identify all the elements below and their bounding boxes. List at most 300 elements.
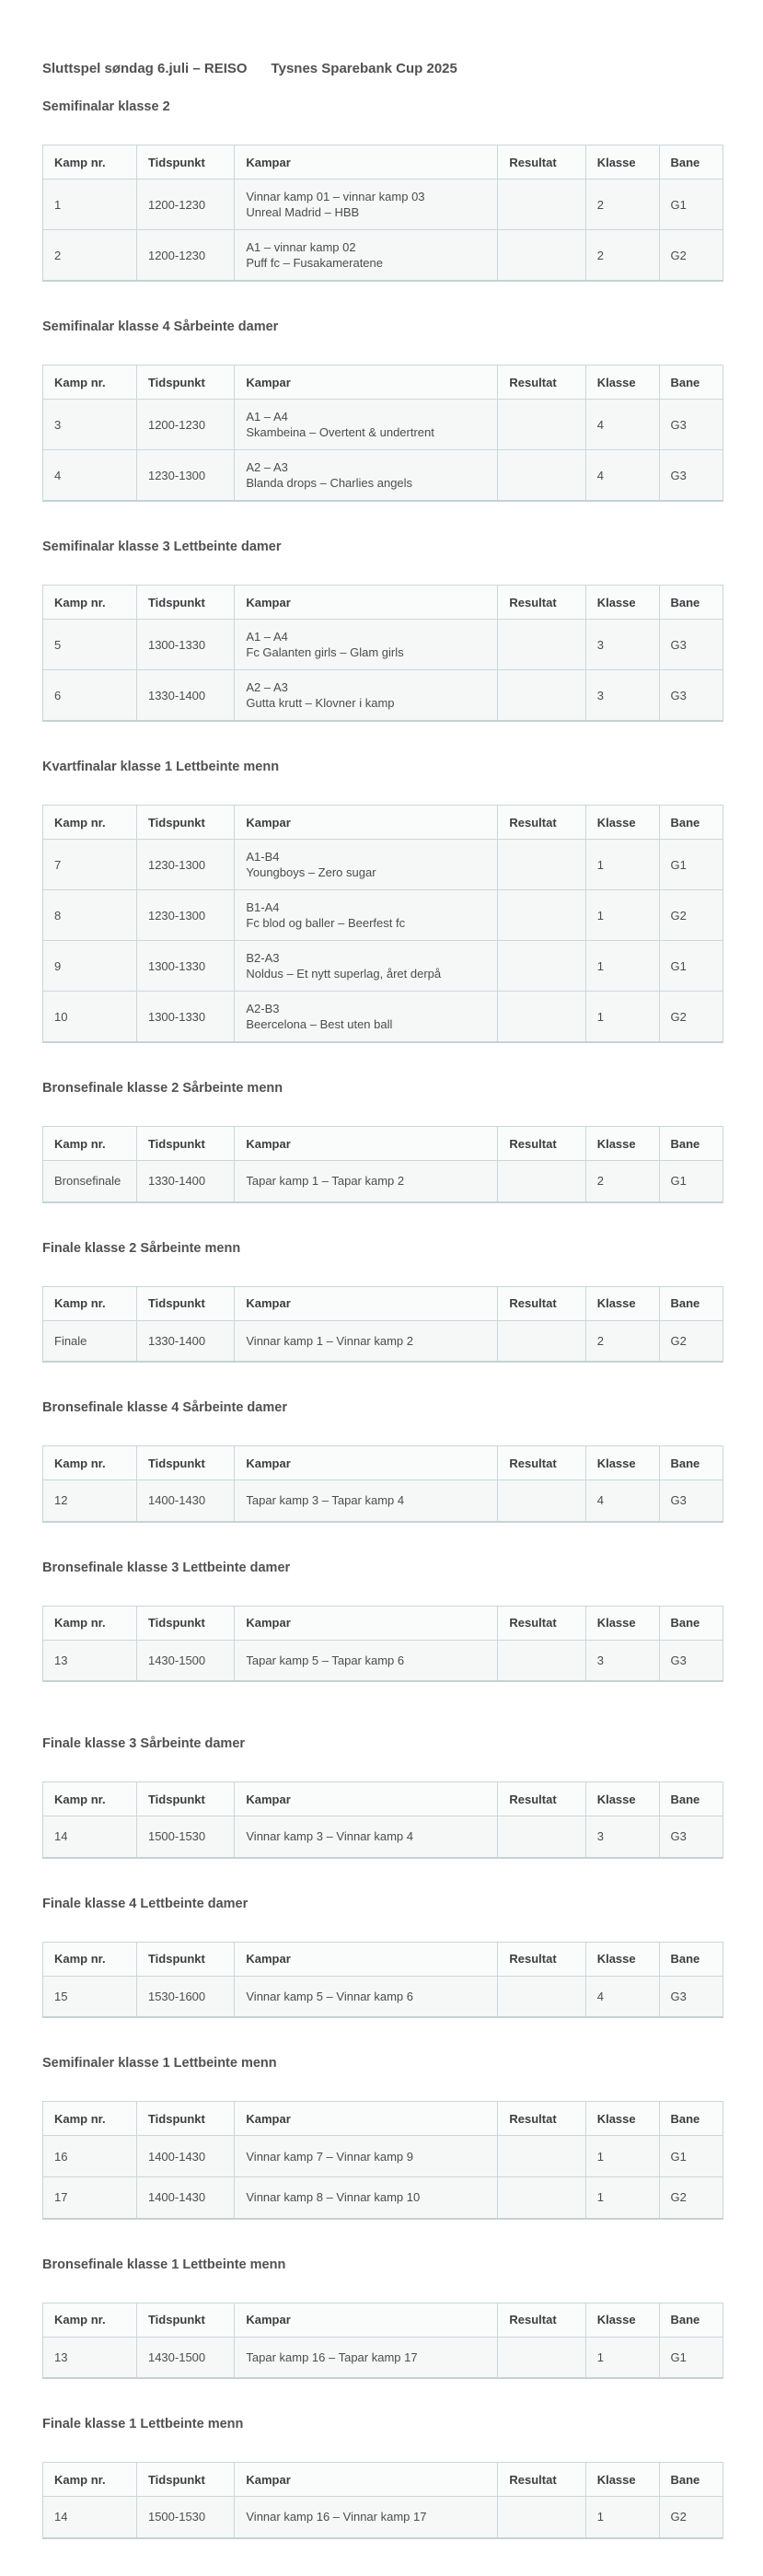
table-header-row xyxy=(43,1127,723,1161)
column-header-kampar: Kampar xyxy=(235,806,498,840)
match-teams-line: Tapar kamp 3 – Tapar kamp 4 xyxy=(246,1493,405,1508)
column-header-klasse: Klasse xyxy=(585,366,659,400)
cell-kamp-nr: 5 xyxy=(43,620,137,670)
column-header-bane: Bane xyxy=(659,586,723,620)
match-teams-line: A2 – A3 xyxy=(246,460,288,474)
cell-klasse: 4 xyxy=(585,450,659,502)
column-header-tidspunkt: Tidspunkt xyxy=(136,806,234,840)
cell-klasse: 4 xyxy=(585,400,659,450)
section-heading: Finale klasse 4 Lettbeinte damer xyxy=(42,1896,249,1911)
section-heading: Semifinalar klasse 4 Sårbeinte damer xyxy=(42,319,279,334)
match-table xyxy=(42,1126,723,1203)
cell-tidspunkt: 1300-1330 xyxy=(136,992,234,1043)
cell-kamp-nr: 12 xyxy=(43,1480,137,1522)
cell-bane: G2 xyxy=(659,2177,723,2219)
match-section xyxy=(42,2257,723,2380)
match-section xyxy=(42,1560,723,1683)
column-header-klasse: Klasse xyxy=(585,2463,659,2497)
cell-kampar xyxy=(235,1320,498,1362)
column-header-tidspunkt: Tidspunkt xyxy=(136,1446,234,1480)
match-table xyxy=(42,1942,723,2019)
section-heading: Finale klasse 1 Lettbeinte menn xyxy=(42,2417,244,2431)
column-header-kamp-nr: Kamp nr. xyxy=(43,2463,137,2497)
match-row xyxy=(43,941,723,992)
cell-klasse: 1 xyxy=(585,2337,659,2378)
match-section xyxy=(42,1240,723,1363)
cell-bane: G1 xyxy=(659,2337,723,2378)
match-table xyxy=(42,1445,723,1523)
cell-klasse: 3 xyxy=(585,670,659,722)
cell-klasse: 3 xyxy=(585,1640,659,1681)
table-body xyxy=(43,620,723,722)
cell-kampar xyxy=(235,890,498,941)
column-header-bane: Bane xyxy=(659,145,723,180)
match-teams-line: Vinnar kamp 01 – vinnar kamp 03 xyxy=(246,190,425,203)
cell-resultat xyxy=(498,450,585,502)
cell-kamp-nr: 13 xyxy=(43,2337,137,2378)
cell-kamp-nr: 10 xyxy=(43,992,137,1043)
match-section xyxy=(42,1080,723,1203)
table-body xyxy=(43,2337,723,2378)
section-heading: Bronsefinale klasse 4 Sårbeinte damer xyxy=(42,1400,287,1415)
column-header-resultat: Resultat xyxy=(498,806,585,840)
table-body xyxy=(43,1320,723,1362)
cell-tidspunkt: 1500-1530 xyxy=(136,1816,234,1858)
match-row xyxy=(43,1640,723,1681)
cell-resultat xyxy=(498,180,585,230)
cell-tidspunkt: 1330-1400 xyxy=(136,1320,234,1362)
page-title xyxy=(42,61,723,76)
cell-tidspunkt: 1400-1430 xyxy=(136,2177,234,2219)
column-header-resultat: Resultat xyxy=(498,2102,585,2136)
cell-klasse: 1 xyxy=(585,2497,659,2538)
column-header-resultat: Resultat xyxy=(498,1606,585,1640)
cell-tidspunkt: 1200-1230 xyxy=(136,230,234,282)
column-header-resultat: Resultat xyxy=(498,1446,585,1480)
section-heading: Bronsefinale klasse 2 Sårbeinte menn xyxy=(42,1081,283,1096)
column-header-tidspunkt: Tidspunkt xyxy=(136,1942,234,1976)
column-header-resultat: Resultat xyxy=(498,1127,585,1161)
cell-klasse: 4 xyxy=(585,1976,659,2017)
match-teams-line: Puff fc – Fusakameratene xyxy=(246,256,383,270)
cell-kampar xyxy=(235,2497,498,2538)
section-heading: Finale klasse 3 Sårbeinte damer xyxy=(42,1736,246,1751)
column-header-klasse: Klasse xyxy=(585,586,659,620)
cell-bane: G3 xyxy=(659,450,723,502)
table-header-row xyxy=(43,366,723,400)
column-header-tidspunkt: Tidspunkt xyxy=(136,2102,234,2136)
match-teams-line: Blanda drops – Charlies angels xyxy=(246,476,413,490)
cell-tidspunkt: 1230-1300 xyxy=(136,890,234,941)
cell-kampar xyxy=(235,230,498,282)
column-header-kamp-nr: Kamp nr. xyxy=(43,1127,137,1161)
column-header-kamp-nr: Kamp nr. xyxy=(43,1286,137,1320)
match-section xyxy=(42,759,723,1043)
cell-kampar xyxy=(235,1816,498,1858)
column-header-tidspunkt: Tidspunkt xyxy=(136,2303,234,2337)
cell-bane: G3 xyxy=(659,1480,723,1522)
cell-bane: G1 xyxy=(659,1161,723,1202)
cell-tidspunkt: 1230-1300 xyxy=(136,450,234,502)
column-header-resultat: Resultat xyxy=(498,586,585,620)
cell-bane: G2 xyxy=(659,2497,723,2538)
column-header-bane: Bane xyxy=(659,2303,723,2337)
cell-bane: G1 xyxy=(659,840,723,890)
cell-tidspunkt: 1500-1530 xyxy=(136,2497,234,2538)
cell-bane: G3 xyxy=(659,670,723,722)
cell-tidspunkt: 1530-1600 xyxy=(136,1976,234,2017)
cell-tidspunkt: 1330-1400 xyxy=(136,670,234,722)
column-header-tidspunkt: Tidspunkt xyxy=(136,1286,234,1320)
match-teams-line: Beercelona – Best uten ball xyxy=(246,1017,393,1031)
match-teams-line: A1 – A4 xyxy=(246,410,288,424)
match-row xyxy=(43,2497,723,2538)
column-header-kampar: Kampar xyxy=(235,2102,498,2136)
cell-bane: G1 xyxy=(659,180,723,230)
section-heading: Semifinaler klasse 1 Lettbeinte menn xyxy=(42,2056,277,2071)
match-teams-line: Youngboys – Zero sugar xyxy=(246,865,376,879)
cell-tidspunkt: 1230-1300 xyxy=(136,840,234,890)
match-row xyxy=(43,1320,723,1362)
column-header-bane: Bane xyxy=(659,1782,723,1816)
cell-klasse: 1 xyxy=(585,992,659,1043)
section-heading: Finale klasse 2 Sårbeinte menn xyxy=(42,1240,241,1256)
cell-kampar xyxy=(235,450,498,502)
cell-kamp-nr: 6 xyxy=(43,670,137,722)
cell-kamp-nr: 14 xyxy=(43,2497,137,2538)
column-header-bane: Bane xyxy=(659,1446,723,1480)
cell-resultat xyxy=(498,2337,585,2378)
column-header-bane: Bane xyxy=(659,1942,723,1976)
cell-resultat xyxy=(498,2177,585,2219)
cell-kamp-nr: 9 xyxy=(43,941,137,992)
match-row xyxy=(43,1161,723,1202)
table-header-row xyxy=(43,1606,723,1640)
column-header-resultat: Resultat xyxy=(498,2463,585,2497)
table-body xyxy=(43,2497,723,2538)
section-heading: Bronsefinale klasse 3 Lettbeinte damer xyxy=(42,1560,291,1575)
cell-klasse: 1 xyxy=(585,2177,659,2219)
column-header-tidspunkt: Tidspunkt xyxy=(136,2463,234,2497)
match-teams-line: Noldus – Et nytt superlag, året derpå xyxy=(246,967,442,981)
match-section xyxy=(42,1399,723,1523)
match-row xyxy=(43,2136,723,2177)
match-section xyxy=(42,539,723,722)
cell-bane: G1 xyxy=(659,2136,723,2177)
column-header-kamp-nr: Kamp nr. xyxy=(43,1606,137,1640)
section-heading: Semifinalar klasse 3 Lettbeinte damer xyxy=(42,540,282,554)
match-row xyxy=(43,2337,723,2378)
match-row xyxy=(43,180,723,230)
section-heading: Bronsefinale klasse 1 Lettbeinte menn xyxy=(42,2257,286,2272)
column-header-kampar: Kampar xyxy=(235,586,498,620)
cell-kamp-nr: 17 xyxy=(43,2177,137,2219)
cell-resultat xyxy=(498,1640,585,1681)
match-row xyxy=(43,620,723,670)
cell-kampar xyxy=(235,620,498,670)
match-row xyxy=(43,1976,723,2017)
cell-resultat xyxy=(498,670,585,722)
cell-resultat xyxy=(498,1320,585,1362)
match-row xyxy=(43,670,723,722)
cell-kampar xyxy=(235,2177,498,2219)
cell-tidspunkt: 1400-1430 xyxy=(136,2136,234,2177)
cell-klasse: 3 xyxy=(585,620,659,670)
match-table xyxy=(42,365,723,502)
cell-bane: G1 xyxy=(659,941,723,992)
table-header-row xyxy=(43,2463,723,2497)
match-row xyxy=(43,890,723,941)
column-header-kampar: Kampar xyxy=(235,1606,498,1640)
cell-kampar xyxy=(235,180,498,230)
column-header-resultat: Resultat xyxy=(498,1942,585,1976)
cell-resultat xyxy=(498,1976,585,2017)
cell-klasse: 2 xyxy=(585,1320,659,1362)
column-header-kampar: Kampar xyxy=(235,366,498,400)
cell-resultat xyxy=(498,1161,585,1202)
cell-resultat xyxy=(498,620,585,670)
column-header-kampar: Kampar xyxy=(235,1286,498,1320)
column-header-resultat: Resultat xyxy=(498,366,585,400)
match-section xyxy=(42,2055,723,2220)
column-header-bane: Bane xyxy=(659,366,723,400)
cell-resultat xyxy=(498,2497,585,2538)
cell-klasse: 3 xyxy=(585,1816,659,1858)
table-body xyxy=(43,1640,723,1681)
column-header-kamp-nr: Kamp nr. xyxy=(43,1782,137,1816)
match-row xyxy=(43,840,723,890)
cell-tidspunkt: 1300-1330 xyxy=(136,620,234,670)
cell-klasse: 1 xyxy=(585,2136,659,2177)
match-section xyxy=(42,2416,723,2539)
match-teams-line: Tapar kamp 16 – Tapar kamp 17 xyxy=(246,2350,418,2364)
cell-tidspunkt: 1300-1330 xyxy=(136,941,234,992)
column-header-tidspunkt: Tidspunkt xyxy=(136,1127,234,1161)
table-header-row xyxy=(43,1286,723,1320)
match-table xyxy=(42,1606,723,1683)
match-teams-line: A1 – vinnar kamp 02 xyxy=(246,240,356,254)
table-body xyxy=(43,400,723,502)
cell-kamp-nr: 2 xyxy=(43,230,137,282)
match-section xyxy=(42,319,723,502)
match-teams-line: Fc blod og baller – Beerfest fc xyxy=(246,916,406,930)
cell-bane: G2 xyxy=(659,230,723,282)
column-header-bane: Bane xyxy=(659,806,723,840)
column-header-bane: Bane xyxy=(659,1127,723,1161)
cell-resultat xyxy=(498,400,585,450)
column-header-klasse: Klasse xyxy=(585,2303,659,2337)
cell-tidspunkt: 1400-1430 xyxy=(136,1480,234,1522)
column-header-bane: Bane xyxy=(659,2102,723,2136)
cell-klasse: 2 xyxy=(585,230,659,282)
sections-container xyxy=(42,99,723,2539)
table-body xyxy=(43,1816,723,1858)
table-body xyxy=(43,840,723,1043)
cell-resultat xyxy=(498,992,585,1043)
match-table xyxy=(42,2101,723,2220)
match-teams-line: Skambeina – Overtent & undertrent xyxy=(246,425,434,439)
table-body xyxy=(43,2136,723,2219)
cell-kampar xyxy=(235,2136,498,2177)
column-header-kampar: Kampar xyxy=(235,1127,498,1161)
cell-kampar xyxy=(235,840,498,890)
column-header-tidspunkt: Tidspunkt xyxy=(136,1782,234,1816)
cell-kampar xyxy=(235,1640,498,1681)
column-header-kamp-nr: Kamp nr. xyxy=(43,1942,137,1976)
cell-bane: G3 xyxy=(659,400,723,450)
match-table xyxy=(42,2462,723,2539)
match-teams-line: A2 – A3 xyxy=(246,680,288,694)
column-header-kamp-nr: Kamp nr. xyxy=(43,806,137,840)
match-section xyxy=(42,1896,723,2019)
table-body xyxy=(43,1161,723,1202)
table-header-row xyxy=(43,1446,723,1480)
cell-kamp-nr: 7 xyxy=(43,840,137,890)
column-header-klasse: Klasse xyxy=(585,2102,659,2136)
column-header-bane: Bane xyxy=(659,1286,723,1320)
match-row xyxy=(43,992,723,1043)
cell-kamp-nr: Bronsefinale xyxy=(43,1161,137,1202)
cell-resultat xyxy=(498,890,585,941)
match-section xyxy=(42,1735,723,1859)
cell-bane: G3 xyxy=(659,1976,723,2017)
cell-tidspunkt: 1330-1400 xyxy=(136,1161,234,1202)
page-title-cup: Tysnes Sparebank Cup 2025 xyxy=(271,61,457,76)
column-header-kampar: Kampar xyxy=(235,2303,498,2337)
cell-kampar xyxy=(235,1480,498,1522)
match-row xyxy=(43,400,723,450)
cell-klasse: 2 xyxy=(585,180,659,230)
column-header-kampar: Kampar xyxy=(235,145,498,180)
match-row xyxy=(43,230,723,282)
table-body xyxy=(43,1480,723,1522)
column-header-tidspunkt: Tidspunkt xyxy=(136,366,234,400)
column-header-kamp-nr: Kamp nr. xyxy=(43,586,137,620)
column-header-klasse: Klasse xyxy=(585,1606,659,1640)
match-row xyxy=(43,1480,723,1522)
match-teams-line: B2-A3 xyxy=(246,951,280,965)
column-header-kampar: Kampar xyxy=(235,1942,498,1976)
cell-kamp-nr: 4 xyxy=(43,450,137,502)
match-teams-line: B1-A4 xyxy=(246,900,280,914)
table-header-row xyxy=(43,806,723,840)
cell-kampar xyxy=(235,670,498,722)
cell-bane: G2 xyxy=(659,992,723,1043)
cell-resultat xyxy=(498,1816,585,1858)
match-teams-line: Gutta krutt – Klovner i kamp xyxy=(246,696,395,710)
cell-kampar xyxy=(235,1976,498,2017)
section-heading: Semifinalar klasse 2 xyxy=(42,99,170,114)
match-table xyxy=(42,145,723,282)
cell-kamp-nr: 1 xyxy=(43,180,137,230)
match-table xyxy=(42,2303,723,2380)
match-table xyxy=(42,1781,723,1859)
column-header-klasse: Klasse xyxy=(585,1782,659,1816)
match-teams-line: Tapar kamp 5 – Tapar kamp 6 xyxy=(246,1653,405,1667)
page-title-event: Sluttspel søndag 6.juli – REISO xyxy=(42,61,248,76)
match-teams-line: Fc Galanten girls – Glam girls xyxy=(246,645,404,659)
cell-tidspunkt: 1430-1500 xyxy=(136,2337,234,2378)
match-teams-line: Vinnar kamp 1 – Vinnar kamp 2 xyxy=(246,1333,414,1348)
column-header-kampar: Kampar xyxy=(235,2463,498,2497)
cell-tidspunkt: 1200-1230 xyxy=(136,180,234,230)
cell-kampar xyxy=(235,2337,498,2378)
match-table xyxy=(42,585,723,722)
table-header-row xyxy=(43,586,723,620)
cell-bane: G3 xyxy=(659,1640,723,1681)
column-header-klasse: Klasse xyxy=(585,1942,659,1976)
cell-klasse: 2 xyxy=(585,1161,659,1202)
cell-kamp-nr: 16 xyxy=(43,2136,137,2177)
column-header-klasse: Klasse xyxy=(585,806,659,840)
cell-kampar xyxy=(235,1161,498,1202)
column-header-resultat: Resultat xyxy=(498,1286,585,1320)
match-section xyxy=(42,99,723,282)
cell-kamp-nr: 8 xyxy=(43,890,137,941)
cell-kampar xyxy=(235,400,498,450)
match-teams-line: Vinnar kamp 7 – Vinnar kamp 9 xyxy=(246,2149,414,2164)
cell-kamp-nr: 15 xyxy=(43,1976,137,2017)
match-teams-line: Vinnar kamp 3 – Vinnar kamp 4 xyxy=(246,1829,414,1844)
cell-bane: G2 xyxy=(659,1320,723,1362)
cell-resultat xyxy=(498,941,585,992)
cell-bane: G3 xyxy=(659,620,723,670)
column-header-resultat: Resultat xyxy=(498,145,585,180)
match-table xyxy=(42,1286,723,1363)
column-header-kamp-nr: Kamp nr. xyxy=(43,145,137,180)
match-teams-line: Vinnar kamp 8 – Vinnar kamp 10 xyxy=(246,2190,421,2205)
cell-resultat xyxy=(498,840,585,890)
match-teams-line: A1 – A4 xyxy=(246,630,288,644)
cell-kamp-nr: Finale xyxy=(43,1320,137,1362)
column-header-resultat: Resultat xyxy=(498,1782,585,1816)
table-header-row xyxy=(43,2102,723,2136)
cell-kamp-nr: 13 xyxy=(43,1640,137,1681)
cell-resultat xyxy=(498,1480,585,1522)
column-header-resultat: Resultat xyxy=(498,2303,585,2337)
cell-kampar xyxy=(235,941,498,992)
column-header-kamp-nr: Kamp nr. xyxy=(43,2102,137,2136)
match-teams-line: A1-B4 xyxy=(246,850,280,864)
column-header-tidspunkt: Tidspunkt xyxy=(136,145,234,180)
table-header-row xyxy=(43,2303,723,2337)
match-row xyxy=(43,2177,723,2219)
cell-bane: G2 xyxy=(659,890,723,941)
cell-klasse: 4 xyxy=(585,1480,659,1522)
match-row xyxy=(43,450,723,502)
column-header-bane: Bane xyxy=(659,2463,723,2497)
match-teams-line: Unreal Madrid – HBB xyxy=(246,205,360,219)
column-header-klasse: Klasse xyxy=(585,145,659,180)
column-header-klasse: Klasse xyxy=(585,1127,659,1161)
column-header-klasse: Klasse xyxy=(585,1286,659,1320)
cell-tidspunkt: 1200-1230 xyxy=(136,400,234,450)
cell-tidspunkt: 1430-1500 xyxy=(136,1640,234,1681)
column-header-tidspunkt: Tidspunkt xyxy=(136,1606,234,1640)
match-teams-line: Vinnar kamp 16 – Vinnar kamp 17 xyxy=(246,2510,427,2524)
table-header-row xyxy=(43,1942,723,1976)
match-teams-line: Vinnar kamp 5 – Vinnar kamp 6 xyxy=(246,1989,414,2003)
column-header-bane: Bane xyxy=(659,1606,723,1640)
cell-klasse: 1 xyxy=(585,840,659,890)
column-header-kamp-nr: Kamp nr. xyxy=(43,1446,137,1480)
cell-resultat xyxy=(498,230,585,282)
table-body xyxy=(43,180,723,282)
column-header-kampar: Kampar xyxy=(235,1782,498,1816)
column-header-kamp-nr: Kamp nr. xyxy=(43,2303,137,2337)
column-header-kampar: Kampar xyxy=(235,1446,498,1480)
match-teams-line: Tapar kamp 1 – Tapar kamp 2 xyxy=(246,1174,405,1189)
